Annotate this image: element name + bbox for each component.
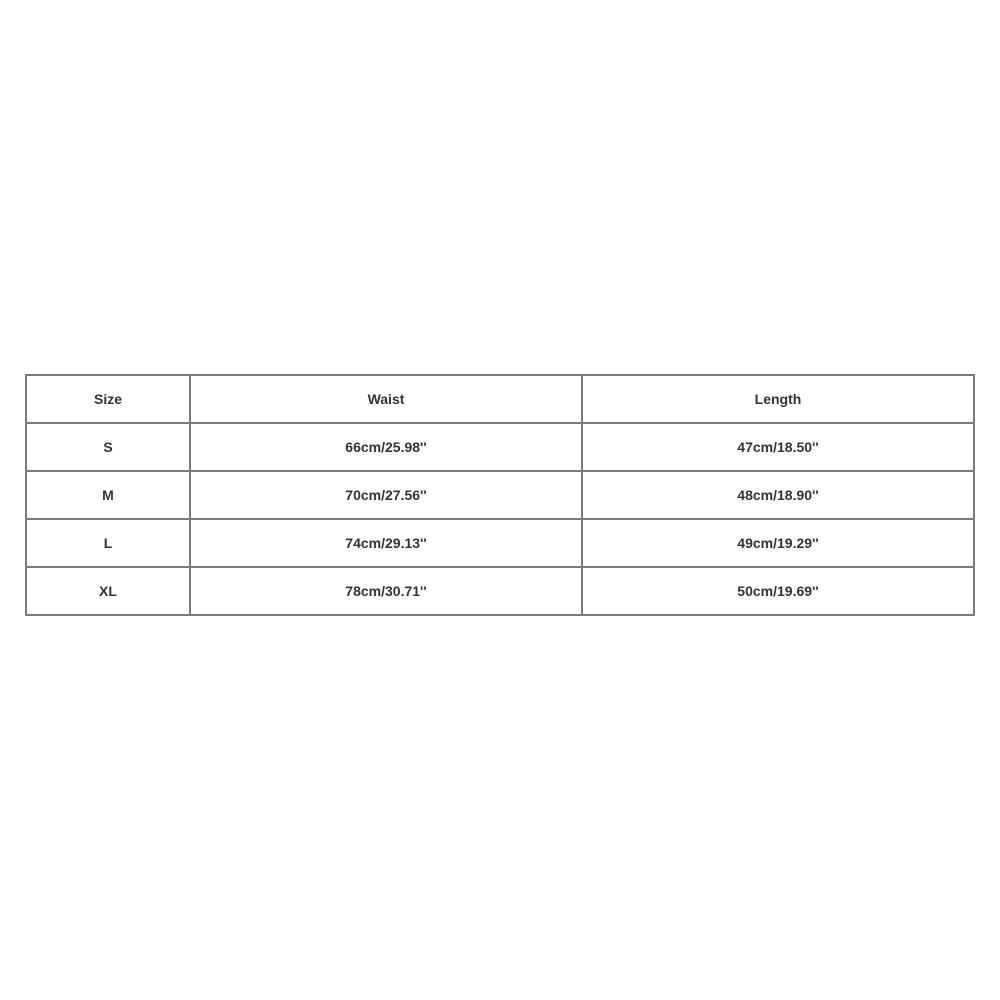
table-row [27, 520, 975, 568]
length-cell: 50cm/19.69'' [583, 568, 975, 616]
length-cell: 48cm/18.90'' [583, 472, 975, 520]
size-cell: L [27, 520, 191, 568]
size-cell: XL [27, 568, 191, 616]
table-row [27, 424, 975, 472]
table-body [27, 424, 975, 616]
waist-cell: 70cm/27.56'' [191, 472, 583, 520]
waist-cell: 74cm/29.13'' [191, 520, 583, 568]
waist-cell: 78cm/30.71'' [191, 568, 583, 616]
length-cell: 49cm/19.29'' [583, 520, 975, 568]
header-row [27, 376, 975, 424]
length-cell: 47cm/18.50'' [583, 424, 975, 472]
header-waist: Waist [191, 376, 583, 424]
table-row [27, 472, 975, 520]
table-header [27, 376, 975, 424]
waist-cell: 66cm/25.98'' [191, 424, 583, 472]
size-cell: S [27, 424, 191, 472]
size-chart-table [25, 374, 975, 616]
header-length: Length [583, 376, 975, 424]
header-size: Size [27, 376, 191, 424]
size-cell: M [27, 472, 191, 520]
table-row [27, 568, 975, 616]
